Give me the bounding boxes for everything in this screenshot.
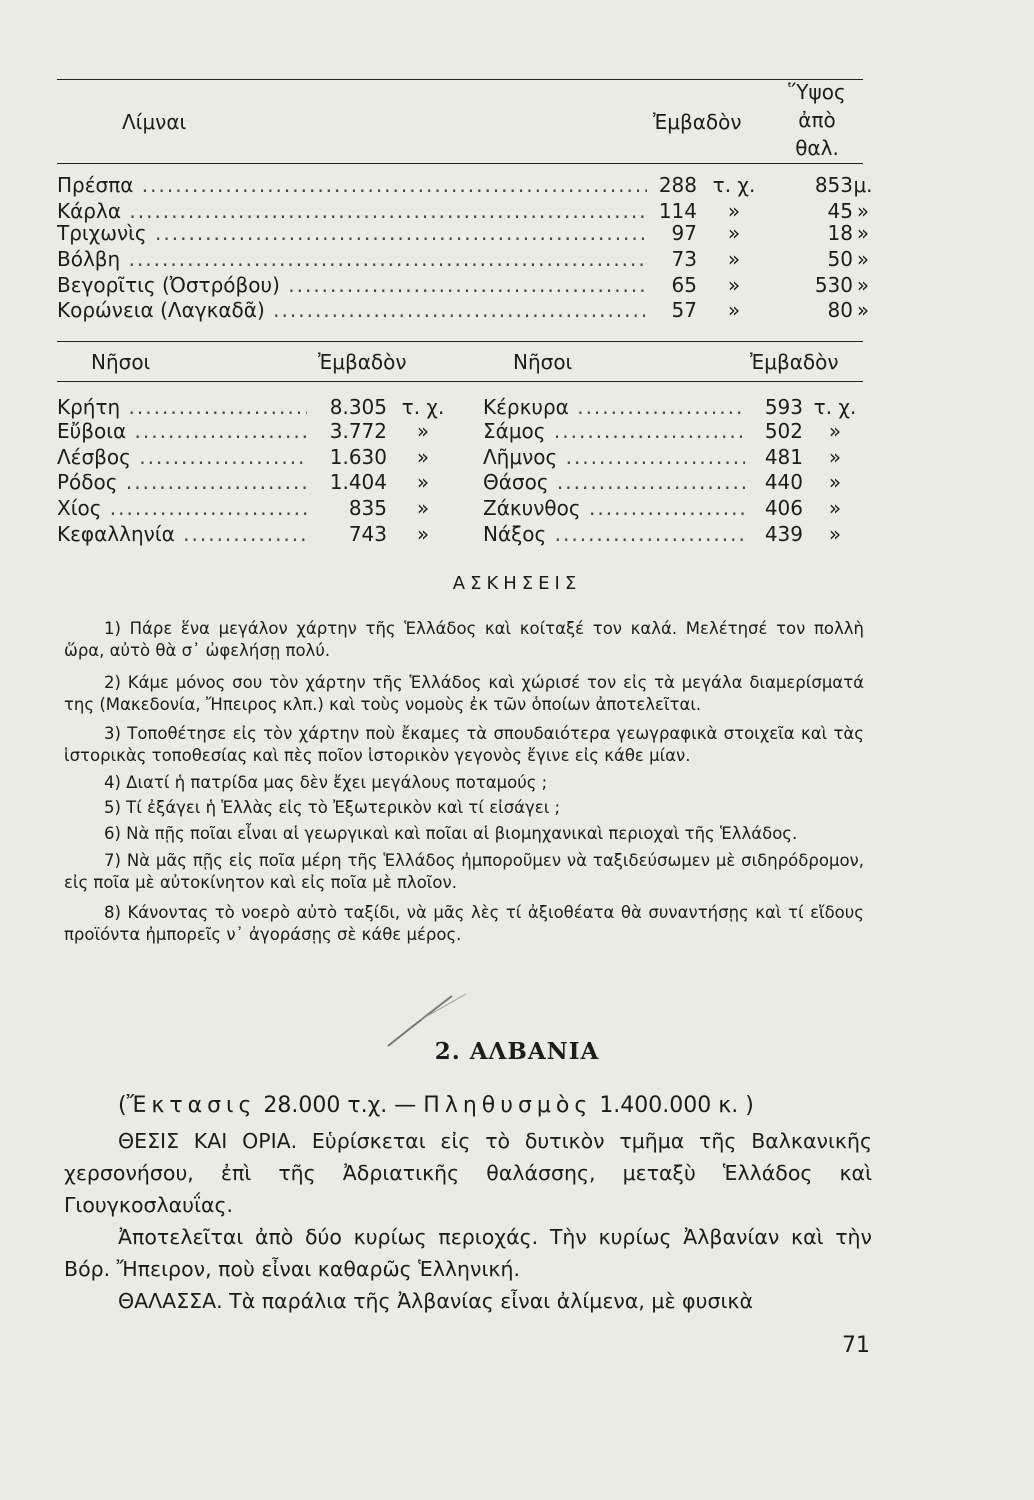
island-name: Κρήτη ..... [57,394,307,420]
island-row [57,444,457,470]
island-name: Κεφαλληνία ..... [57,521,307,547]
area-label: Ἔκτασις [126,1093,257,1118]
exercise-item: 3) Τοποθέτησε εἰς τὸν χάρτην ποὺ ἔκαμες τὰ σπουδαιότερα γεωγραφικὰ στοιχεῖα καὶ τὰς ἱστορικὰς τοποθεσίας καὶ πὲς ποῖον ἱστορικὸν γεγονὸς ἔγινε εἰς κάθε μίαν. [64,724,864,765]
island-row [57,418,457,444]
section-stats: (Ἔκτασις 28.000 τ.χ. — Πληθυσμὸς 1.400.000 κ. ) [118,1093,754,1118]
islands-header-rule [57,381,863,382]
lake-name: Βόλβη ..... [57,246,647,272]
island-area: 439 [764,522,803,546]
lake-row [57,220,870,246]
island-area-unit: » [416,496,430,520]
exercises-heading: ΑΣΚΗΣΕΙΣ [452,573,582,594]
exercise-item: 8) Κάνοντας τὸ νοερὸ αὐτὸ ταξίδι, νὰ μᾶς λὲς τί ἀξιοθέατα θὰ συναντήσῃς καὶ τί εἴδους προϊόντα ἠμπορεῖς ν᾽ ἀγοράσῃς σὲ κάθε μέρος. [64,903,864,944]
lake-name: Τριχωνὶς ..... [57,220,647,246]
lake-altitude: 80 [827,298,853,322]
lake-row [57,272,870,298]
lake-area-unit: τ. χ. [712,173,756,197]
lake-area-unit: » [727,247,741,271]
island-area-unit: » [416,419,430,443]
exercise-item: 7) Νὰ μᾶς πῇς εἰς ποῖα μέρη τῆς Ἑλλάδος ἠμποροῦμεν νὰ ταξιδεύσωμεν μὲ σιδηρόδρομον, εἰς ποῖα μὲ αὐτοκίνητον καὶ εἰς ποῖα μὲ πλοῖον. [64,851,864,892]
islands-header-area-right: Ἐμβαδὸν [750,350,839,374]
islands-header-name-left: Νῆσοι [91,350,151,374]
lake-altitude: 50 [827,247,853,271]
island-area: 406 [764,496,803,520]
lakes-header-rule [57,163,863,164]
lake-name: Κορώνεια (Λαγκαδᾶ) ..... [57,297,647,323]
exercise-item: 5) Τί ἐξάγει ἡ Ἑλλὰς εἰς τὸ Ἐξωτερικὸν καὶ τί εἰσάγει ; [104,798,561,817]
island-area-unit: τ. χ. [813,395,857,419]
island-row [483,444,863,470]
island-area: 743 [348,522,387,546]
island-row [483,469,863,495]
islands-top-rule [57,341,863,342]
island-area-unit: » [416,522,430,546]
lake-altitude-unit: » [856,199,870,223]
island-area-unit: » [828,522,842,546]
island-area-unit: » [416,445,430,469]
population-label: Πληθυσμὸς [423,1093,593,1118]
lake-area-unit: » [727,273,741,297]
lake-altitude-unit: » [856,247,870,271]
island-row [483,394,863,420]
lake-name: Κάρλα ..... [57,198,647,224]
lake-area: 73 [671,247,697,271]
lake-row [57,172,873,198]
paragraph: Ἀποτελεῖται ἀπὸ δύο κυρίως περιοχάς. Τὴν κυρίως Ἀλβανίαν καὶ τὴν Βόρ. Ἤπειρον, ποὺ εἶναι καθαρῶς Ἑλληνική. [64,1225,872,1281]
island-row [483,521,863,547]
island-area: 502 [764,419,803,443]
lake-area: 57 [671,298,697,322]
island-name: Θάσος ..... [483,469,745,495]
lake-altitude-unit: » [856,273,870,297]
island-area-unit: » [416,470,430,494]
lake-altitude: 45 [827,199,853,223]
exercise-item: 1) Πάρε ἕνα μεγάλον χάρτην τῆς Ἑλλάδος καὶ κοίταξέ τον καλά. Μελέτησέ τον πολλὴ ὥρα, αὐτὸ θὰ σ᾽ ὠφελήσῃ πολύ. [64,619,864,660]
paragraph: ΘΕΣΙΣ ΚΑΙ ΟΡΙΑ. Εὑρίσκεται εἰς τὸ δυτικὸν τμῆμα τῆς Βαλκανικῆς χερσονήσου, ἐπὶ τῆς Ἀδριατικῆς θαλάσσης, μεταξὺ Ἑλλάδος καὶ Γιουγκοσλαυΐας. [64,1129,872,1217]
lake-area: 114 [658,199,697,223]
island-name: Εὔβοια ..... [57,418,307,444]
island-name: Ρόδος ..... [57,469,307,495]
island-area-unit: τ. χ. [401,395,445,419]
island-name: Νάξος ..... [483,521,745,547]
island-area-unit: » [828,445,842,469]
page-number: 71 [842,1333,870,1358]
top-rule [57,79,863,80]
lake-area: 97 [671,221,697,245]
island-area: 593 [764,395,803,419]
island-row [57,469,457,495]
island-area-unit: » [828,496,842,520]
island-area: 835 [348,496,387,520]
lakes-header-altitude: Ὕψος ἀπὸ θαλ. [788,80,846,160]
island-area-unit: » [828,419,842,443]
island-area: 1.404 [329,470,387,494]
island-name: Κέρκυρα ..... [483,394,745,420]
lake-altitude: 853 [814,173,853,197]
lake-name: Πρέσπα ..... [57,172,647,198]
island-area: 481 [764,445,803,469]
exercise-item: 6) Νὰ πῇς ποῖαι εἶναι αἱ γεωργικαὶ καὶ ποῖαι αἱ βιομηχανικαὶ περιοχαὶ τῆς Ἑλλάδος. [104,824,798,843]
island-area: 8.305 [329,395,387,419]
exercise-item: 2) Κάμε μόνος σου τὸν χάρτην τῆς Ἑλλάδος καὶ χώρισέ τον εἰς τὰ μεγάλα διαμερίσματά της (Μακεδονία, Ἤπειρος κλπ.) καὶ τοὺς νομοὺς ἐκ τῶν ὁποίων ἀποτελεῖται. [64,673,864,714]
island-name: Λῆμνος ..... [483,444,745,470]
lake-altitude-unit: » [856,221,870,245]
island-area: 3.772 [329,419,387,443]
lake-altitude: 530 [814,273,853,297]
lake-altitude-unit: » [856,298,870,322]
island-name: Χίος ..... [57,495,307,521]
area-value: 28.000 τ.χ. [263,1093,388,1118]
island-area: 1.630 [329,445,387,469]
islands-header-name-right: Νῆσοι [513,350,573,374]
exercise-item: 4) Διατί ἡ πατρίδα μας δὲν ἔχει μεγάλους ποταμούς ; [104,773,548,792]
island-area: 440 [764,470,803,494]
lake-area: 65 [671,273,697,297]
section-title: 2. ΑΛΒΑΝΙΑ [434,1038,600,1065]
lake-altitude: 18 [827,221,853,245]
lakes-header-area: Ἐμβαδὸν [653,110,742,134]
lake-altitude-unit: μ. [853,173,873,197]
islands-header-area-left: Ἐμβαδὸν [318,350,407,374]
island-name: Ζάκυνθος ..... [483,495,745,521]
island-row [483,418,863,444]
lake-name: Βεγορῖτις (Ὀστρόβου) ..... [57,272,647,298]
lake-area: 288 [658,173,697,197]
island-name: Λέσβος ..... [57,444,307,470]
island-name: Σάμος ..... [483,418,745,444]
island-area-unit: » [828,470,842,494]
population-value: 1.400.000 κ. [599,1093,739,1118]
lake-area-unit: » [727,298,741,322]
lake-row [57,246,870,272]
island-row [483,495,863,521]
lake-area-unit: » [727,221,741,245]
island-row [57,394,457,420]
lake-row [57,297,870,323]
paragraph: ΘΑΛΑΣΣΑ. Τὰ παράλια τῆς Ἀλβανίας εἶναι ἀλίμενα, μὲ φυσικὰ [118,1289,753,1313]
lake-area-unit: » [727,199,741,223]
island-row [57,495,457,521]
island-row [57,521,457,547]
lakes-header-name: Λίμναι [122,110,187,134]
